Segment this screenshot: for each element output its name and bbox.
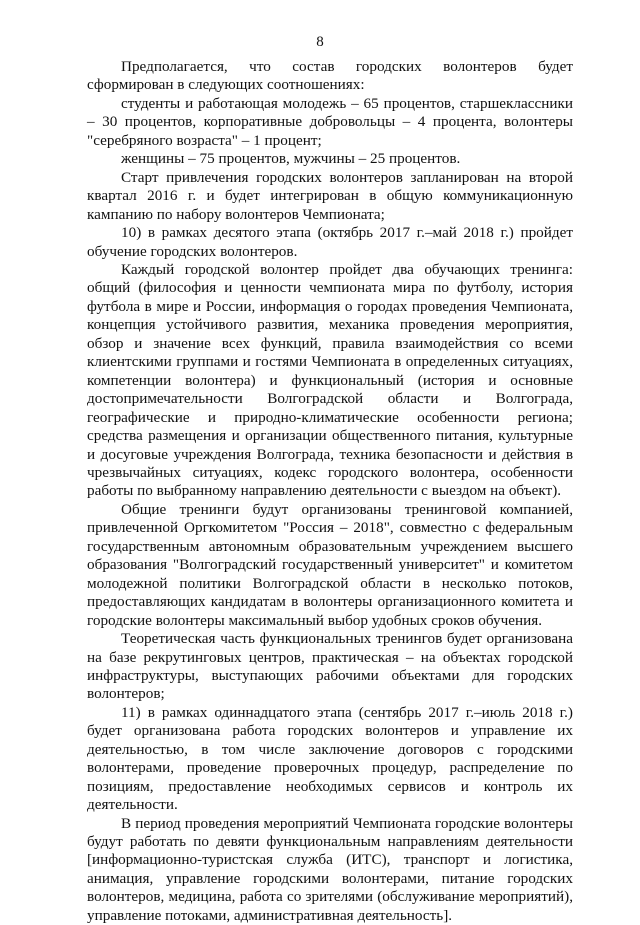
paragraph: Теоретическая часть функциональных тренингов будет организована на базе рекрутинговых центров, практическая – на объектах городской инфраструктуры, выступающих рабочими объектами для городских волонтеров; (87, 630, 573, 703)
document-body (87, 58, 573, 925)
paragraph: 11) в рамках одиннадцатого этапа (сентябрь 2017 г.–июль 2018 г.) будет организована работа городских волонтеров и управление их деятельностью, в том числе заключение договоров с городскими волонтерами, проведение проверочных процедур, распределение по позициям, предоставление необходимых сервисов и контроль их деятельности. (87, 703, 573, 814)
paragraph: студенты и работающая молодежь – 65 процентов, старшеклассники – 30 процентов, корпоративные добровольцы – 4 процента, волонтеры "серебряного возраста" – 1 процент; (87, 94, 573, 149)
page-number: 8 (316, 34, 324, 50)
paragraph: Предполагается, что состав городских волонтеров будет сформирован в следующих соотношениях: (87, 58, 573, 94)
paragraph: женщины – 75 процентов, мужчины – 25 процентов. (121, 150, 461, 168)
paragraph: Общие тренинги будут организованы тренинговой компанией, привлеченной Оргкомитетом "Россия – 2018", совместно с федеральным государственным автономным образовательным учреждением высшего образования "Волгоградский государственный университет" и комитетом молодежной политики Волгоградской области в несколько потоков, предоставляющих кандидатам в волонтеры организационного комитета и городские волонтеры максимальный выбор удобных сроков обучения. (87, 500, 573, 629)
paragraph: Каждый городской волонтер пройдет два обучающих тренинга: общий (философия и ценности чемпионата мира по футболу, история футбола в мире и России, информация о городах проведения Чемпионата, концепция устойчивого развития, механика проведения мероприятия, обзор и значение всех функций, правила взаимодействия со всеми клиентскими группами и гостями Чемпионата в определенных ситуациях, компетенции волонтера) и функциональный (история и основные достопримечательности Волгоградской области и Волгограда, географические и природно-климатические особенности региона; средства размещения и организации общественного питания, культурные и досуговые учреждения Волгограда, техника безопасности и действия в чрезвычайных ситуациях, кодекс городского волонтера, особенности работы по выбранному направлению деятельности с выездом на объект). (87, 260, 573, 500)
paragraph: 10) в рамках десятого этапа (октябрь 2017 г.–май 2018 г.) пройдет обучение городских волонтеров. (87, 224, 573, 260)
paragraph: Старт привлечения городских волонтеров запланирован на второй квартал 2016 г. и будет интегрирован в общую коммуникационную кампанию по набору волонтеров Чемпионата; (87, 168, 573, 223)
paragraph: В период проведения мероприятий Чемпионата городские волонтеры будут работать по девяти функциональным направлениям деятельности [информационно-туристская служба (ИТС), транспорт и логистика, анимация, управление городскими волонтерами, питание городских волонтеров, медицина, работа со зрителями (обслуживание мероприятий), управление потоками, административная деятельность]. (87, 814, 573, 924)
